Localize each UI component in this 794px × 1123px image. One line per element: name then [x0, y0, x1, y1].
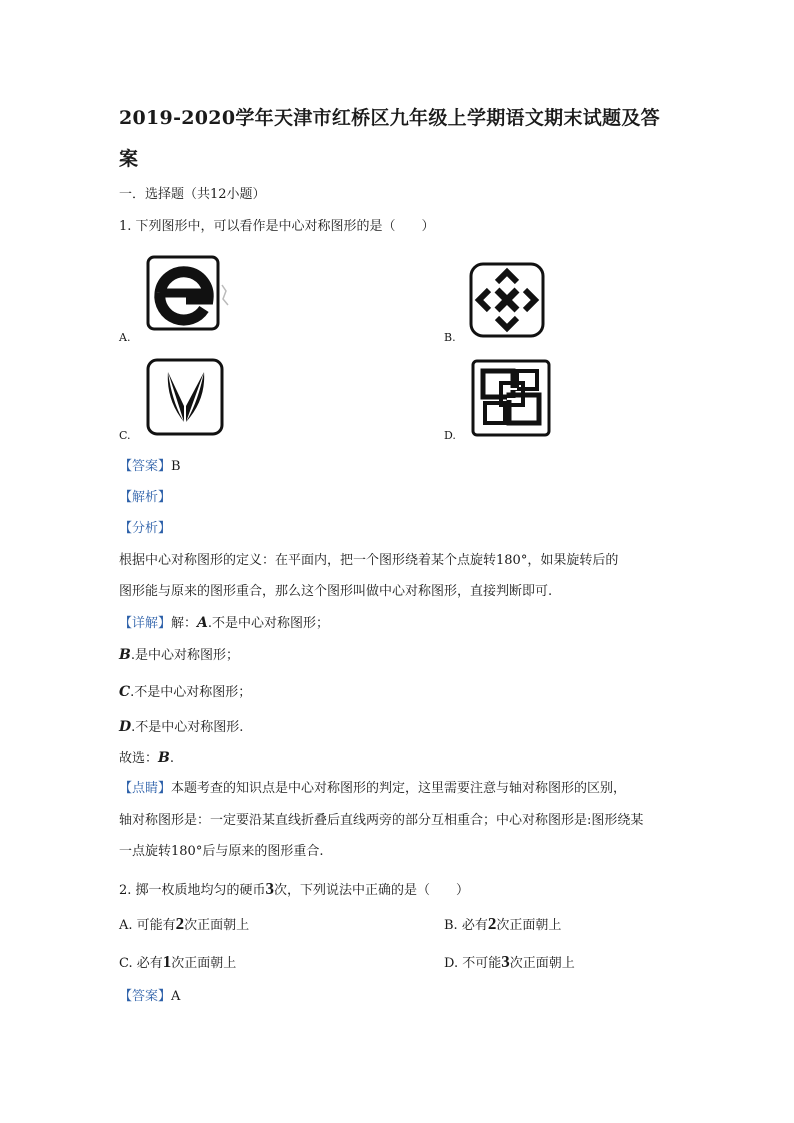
- q1-answer-line: [119, 457, 181, 477]
- choose-suffix: .: [169, 751, 174, 766]
- option-a-label: A.: [119, 331, 131, 344]
- q2-stem-num: 3: [265, 879, 275, 898]
- q2-answer-tag: 【答案】: [119, 989, 172, 1004]
- figure-d-interlocked-squares-logo-icon: [471, 359, 551, 437]
- q1-comment-line-3: 一点旋转180°后与原来的图形重合.: [119, 844, 324, 859]
- option-b-label: B.: [444, 331, 456, 344]
- detail-prefix: 解：: [171, 616, 198, 631]
- q1-detail-line-c: [119, 682, 251, 703]
- q2-option-d-num: 3: [501, 952, 510, 971]
- question-2-stem: [119, 879, 469, 901]
- q2-option-b-label: B. 必有: [444, 918, 488, 933]
- q1-choose-line: [119, 748, 174, 769]
- option-d-label: D.: [444, 429, 456, 442]
- answer-tag: 【答案】: [119, 459, 172, 474]
- detail-letter-c: C: [119, 684, 131, 700]
- comment-tag: 【点睛】: [119, 781, 172, 796]
- q2-option-c: [119, 952, 236, 974]
- q2-stem-post: 次，下列说法中正确的是（ ）: [274, 883, 470, 898]
- detail-text-a: .不是中心对称图形；: [207, 616, 330, 631]
- figure-a-letter-e-logo-icon: [146, 255, 236, 333]
- q2-option-d: [444, 952, 575, 974]
- q2-option-c-num: 1: [162, 952, 172, 971]
- q1-comment-line-2: 轴对称图形是：一定要沿某直线折叠后直线两旁的部分互相重合；中心对称图形是:图形绕某: [119, 813, 644, 828]
- q1-comment-line-1: [119, 779, 626, 799]
- q1-detail-line-b: [119, 645, 239, 666]
- q1-analysis-tag: [119, 488, 171, 508]
- figure-b-arrows-x-logo-icon: [469, 262, 545, 338]
- detail-letter-d: D: [119, 719, 132, 735]
- q1-fenxi-line-2: 图形能与原来的图形重合，那么这个图形叫做中心对称图形，直接判断即可.: [119, 584, 553, 599]
- section-heading: 一．选择题（共12小题）: [119, 187, 266, 202]
- figure-c-v-shape-logo-icon: [146, 358, 226, 436]
- q2-option-a-num: 2: [175, 914, 185, 933]
- q1-detail-line-a: [119, 613, 329, 634]
- q2-option-a-text: 次正面朝上: [184, 918, 250, 933]
- q2-option-a: [119, 914, 249, 936]
- q2-stem-pre: 2. 掷一枚质地均匀的硬币: [119, 883, 266, 898]
- q2-option-b: [444, 914, 561, 936]
- detail-letter-a: A: [197, 615, 208, 631]
- choose-letter: B: [158, 750, 170, 766]
- question-1-stem: 1. 下列图形中，可以看作是中心对称图形的是（ ）: [119, 219, 435, 234]
- analysis-tag: 【解析】: [119, 490, 172, 505]
- choose-prefix: 故选：: [119, 751, 159, 766]
- detail-letter-b: B: [119, 647, 131, 663]
- comment-text-1: 本题考查的知识点是中心对称图形的判定，这里需要注意与轴对称图形的区别，: [171, 781, 627, 796]
- detail-text-d: .不是中心对称图形.: [131, 720, 244, 735]
- document-title: 2019-2020学年天津市红桥区九年级上学期语文期末试题及答案: [119, 107, 660, 170]
- option-c-label: C.: [119, 429, 131, 442]
- detail-text-c: .不是中心对称图形；: [130, 685, 252, 700]
- q2-option-c-label: C. 必有: [119, 956, 163, 971]
- q1-fenxi-tag: [119, 519, 171, 539]
- detail-tag: 【详解】: [119, 616, 172, 631]
- q2-answer-line: [119, 987, 180, 1007]
- fenxi-tag: 【分析】: [119, 521, 172, 536]
- q2-option-b-num: 2: [487, 914, 497, 933]
- q2-option-d-label: D. 不可能: [444, 956, 502, 971]
- q2-option-d-text: 次正面朝上: [509, 956, 575, 971]
- detail-text-b: .是中心对称图形；: [130, 648, 239, 663]
- q1-answer-value: B: [171, 459, 181, 474]
- q2-option-a-label: A. 可能有: [119, 918, 176, 933]
- q2-option-c-text: 次正面朝上: [171, 956, 237, 971]
- q1-fenxi-line-1: 根据中心对称图形的定义：在平面内，把一个图形绕着某个点旋转180°，如果旋转后的: [119, 553, 619, 568]
- q2-option-b-text: 次正面朝上: [496, 918, 562, 933]
- q1-detail-line-d: [119, 717, 243, 738]
- q2-answer-value: A: [171, 989, 181, 1004]
